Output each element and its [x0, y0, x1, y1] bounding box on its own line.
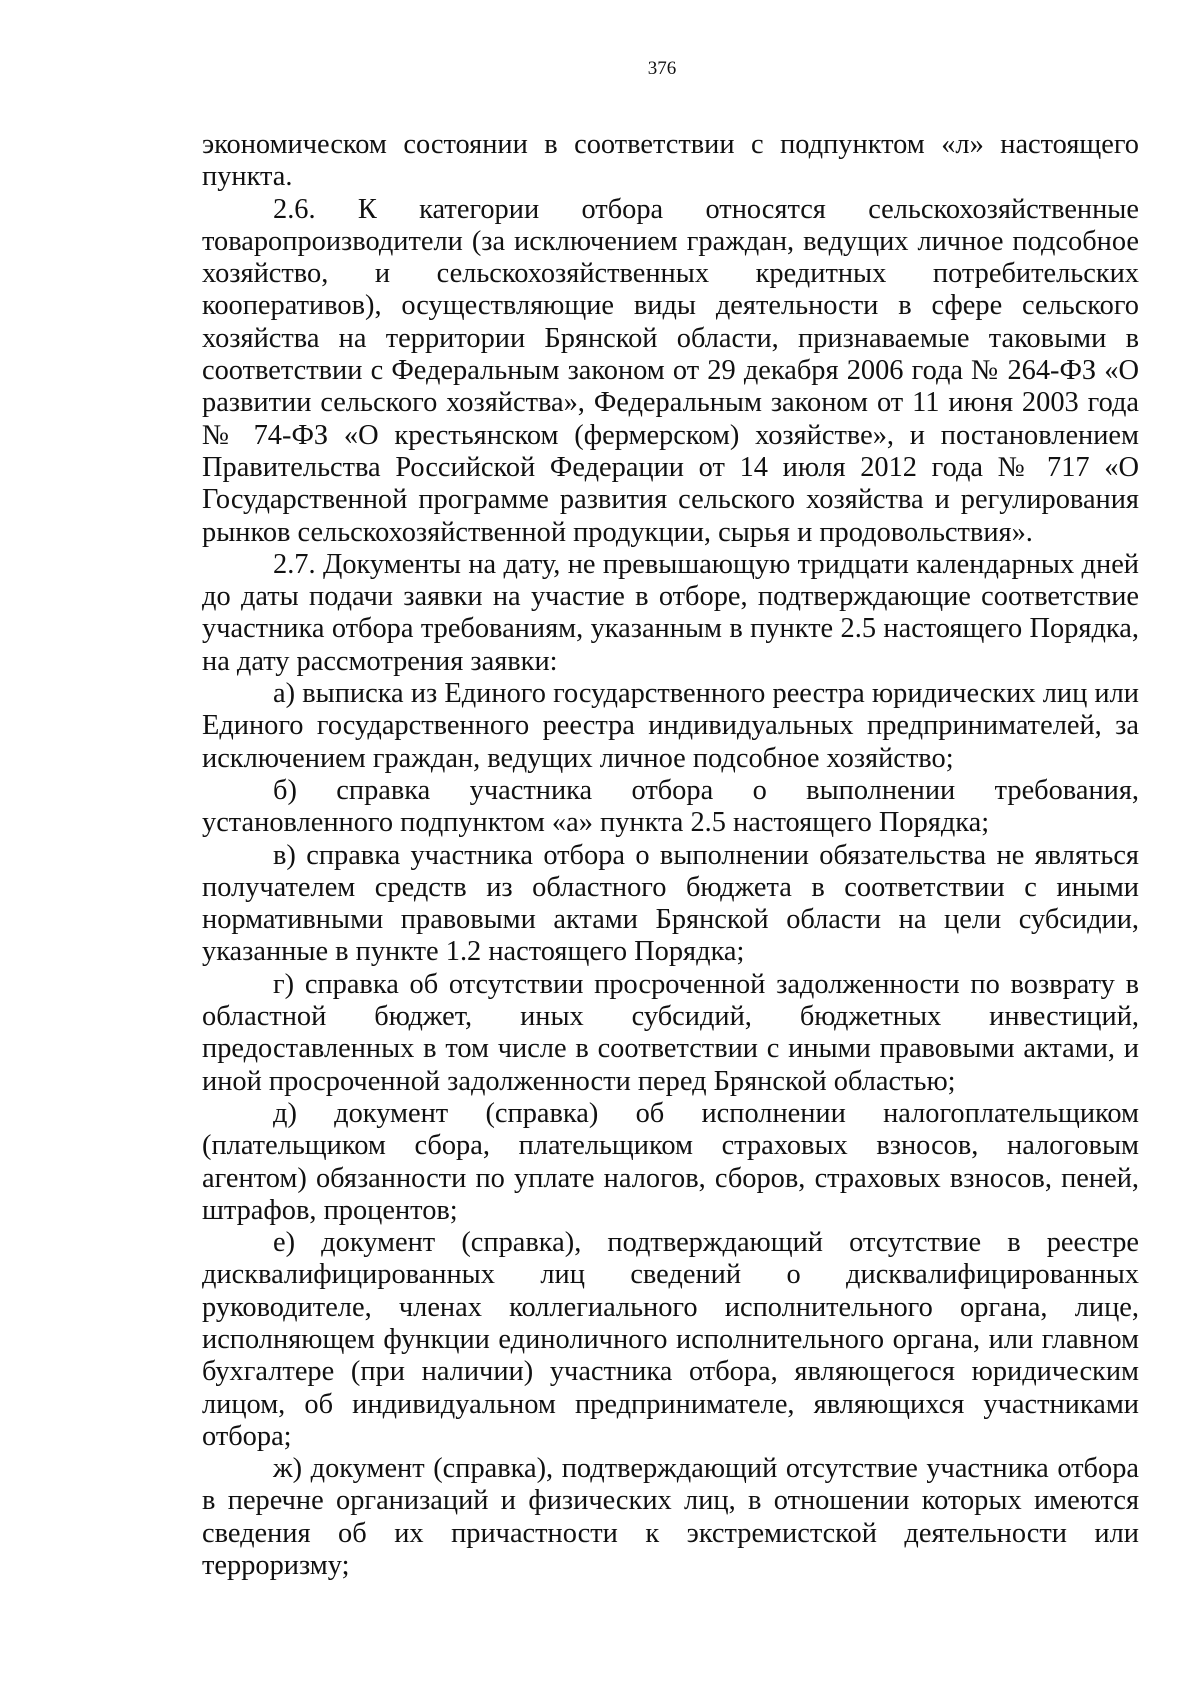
- list-item-a: а) выписка из Единого государственного реестра юридических лиц или Единого государственного реестра индивидуальных предпринимателей, за исключением граждан, ведущих личное подсобное хозяйство;: [202, 678, 1139, 774]
- list-item-v: в) справка участника отбора о выполнении обязательства не являться получателем средств из областного бюджета в соответствии с иными нормативными правовыми актами Брянской области на цели субсидии, указанные в пункте 1.2 настоящего Порядка;: [202, 839, 1139, 968]
- paragraph-2-6: 2.6. К категории отбора относятся сельскохозяйственные товаропроизводители (за исключением граждан, ведущих личное подсобное хозяйство, и сельскохозяйственных кредитных потребительских кооперативов), осуществляющие виды деятельности в сфере сельского хозяйства на территории Брянской области, признаваемые таковыми в соответствии с Федеральным законом от 29 декабря 2006 года № 264-ФЗ «О развитии сельского хозяйства», Федеральным законом от 11 июня 2003 года № 74-ФЗ «О крестьянском (фермерском) хозяйстве», и постановлением Правительства Российской Федерации от 14 июля 2012 года № 717 «О Государственной программе развития сельского хозяйства и регулирования рынков сельскохозяйственной продукции, сырья и продовольствия».: [202, 193, 1139, 548]
- list-item-b: б) справка участника отбора о выполнении требования, установленного подпунктом «а» пункта 2.5 настоящего Порядка;: [202, 774, 1139, 839]
- list-item-zh: ж) документ (справка), подтверждающий отсутствие участника отбора в перечне организаций и физических лиц, в отношении которых имеются сведения об их причастности к экстремистской деятельности или терроризму;: [202, 1453, 1139, 1582]
- list-item-g: г) справка об отсутствии просроченной задолженности по возврату в областной бюджет, иных субсидий, бюджетных инвестиций, предоставленных в том числе в соответствии с иными правовыми актами, и иной просроченной задолженности перед Брянской областью;: [202, 968, 1139, 1097]
- list-item-e: е) документ (справка), подтверждающий отсутствие в реестре дисквалифицированных лиц сведений о дисквалифицированных руководителе, членах коллегиального исполнительного органа, лице, исполняющем функции единоличного исполнительного органа, или главном бухгалтере (при наличии) участника отбора, являющегося юридическим лицом, об индивидуальном предпринимателе, являющихся участниками отбора;: [202, 1227, 1139, 1452]
- document-body: [202, 129, 1139, 1582]
- paragraph-2-7: 2.7. Документы на дату, не превышающую тридцати календарных дней до даты подачи заявки на участие в отборе, подтверждающие соответствие участника отбора требованиям, указанным в пункте 2.5 настоящего Порядка, на дату рассмотрения заявки:: [202, 548, 1139, 677]
- list-item-d: д) документ (справка) об исполнении налогоплательщиком (плательщиком сбора, плательщиком страховых взносов, налоговым агентом) обязанности по уплате налогов, сборов, страховых взносов, пеней, штрафов, процентов;: [202, 1097, 1139, 1226]
- page-number: 376: [647, 58, 677, 79]
- paragraph-continuation: экономическом состоянии в соответствии с подпунктом «л» настоящего пункта.: [202, 129, 1139, 193]
